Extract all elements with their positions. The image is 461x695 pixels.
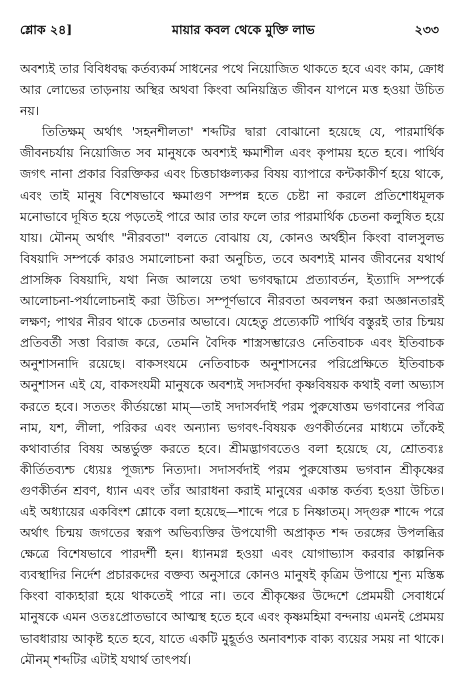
page-header [20, 22, 439, 42]
page-body [20, 58, 444, 670]
paragraph-titiksha: তিতিক্ষম্ অর্থাৎ 'সহনশীলতা' শব্দটির দ্বারা বোঝানো হয়েছে যে, পারমার্থিক জীবনচর্যায় নিয়োজিত সব মানুষকে অবশ্যই ক্ষমাশীল এবং কৃপাময় হতে হবে। পার্থিব জগৎ নানা প্রকার বিরক্তিকর এবং চিত্তচাঞ্চল্যকর বিষয় ব্যাপারে কন্টকাকীর্ণ হয়ে থাকে, এবং তাই মানুষ বিশেষভাবে ক্ষমাগুণ সম্পন্ন হতে চেষ্টা না করলে প্রতিশোধমূলক মনোভাবে দূষিত হয়ে পড়তেই পারে আর তার ফলে তার পারমার্থিক চেতনা কলুষিত হয়ে যায়। মৌনম্ অর্থাৎ "নীরবতা" বলতে বোঝায় যে, কোনও অর্থহীন কিংবা বালসুলভ বিষয়াদি সম্পর্কে কারও সমালোচনা করা অনুচিত, তবে অবশ্যই মানব জীবনের যথার্থ প্রাসঙ্গিক বিষয়াদি, যথা নিজ আলয়ে তথা ভগবদ্ধামে প্রত্যাবর্তন, ইত্যাদি সম্পর্কে আলোচনা-পর্যালোচনাই করা উচিত। সম্পূর্ণভাবে নীরবতা অবলম্বন করা অজ্ঞানতারই লক্ষণ; পাথর নীরব থাকে চেতনার অভাবে। যেহেতু প্রত্যেকটি পার্থিব বস্তুরই তার চিন্ময় প্রতিবর্তী সত্তা বিরাজ করে, তেমনি বৈদিক শাস্ত্রসম্ভারেও নেতিবাচক এবং ইতিবাচক অনুশাসনাদি রয়েছে। বাকসংযমে নেতিবাচক অনুশাসনের পরিপ্রেক্ষিতে ইতিবাচক অনুশাসন এই যে, বাকসংযমী মানুষকে অবশ্যই সদাসর্বদা কৃষ্ণবিষয়ক কথাই বলা অভ্যাস করতে হবে। সততং কীর্তয়ন্তো মাম্—তাই সদাসর্বদাই পরম পুরুষোত্তম ভগবানের পবিত্র নাম, যশ, লীলা, পরিকর এবং অন্যান্য ভগবৎ-বিষয়ক গুণকীর্তনের মাধ্যমে তাঁকেই কথাবার্তার বিষয় অন্তর্ভুক্ত করতে হবে। শ্রীমদ্ভাগবতেও বলা হয়েছে যে, শ্রোতব্যঃ কীর্তিতব্যশ্চ ধ্যেয়ঃ পূজ্যশ্চ নিত্যদা। সদাসর্বদাই পরম পুরুষোত্তম ভগবান শ্রীকৃষ্ণের গুণকীর্তন শ্রবণ, ধ্যান এবং তাঁর আরাধনা করাই মানুষের একান্ত কর্তব্য হওয়া উচিত। এই অধ্যায়ের একবিংশ শ্লোকে বলা হয়েছে—শাব্দে পরে চ নিষ্ণাতম্। সদ্গুরু শাব্দে পরে অর্থাৎ চিন্ময় জগতের স্বরূপ অভিব্যক্তির উপযোগী অপ্রাকৃত শব্দ তরঙ্গের উপলব্ধির ক্ষেত্রে বিশেষভাবে পারদর্শী হন। ধ্যানমগ্ন হওয়া এবং যোগাভ্যাস করবার কাল্পনিক ব্যবস্থাদির নির্দেশ প্রচারকদের বক্তব্য অনুসারে কোনও মানুষই কৃত্রিম উপায়ে শূন্য মস্তিষ্ক কিংবা বাক্যহারা হয়ে থাকতেই পারে না। তবে শ্রীকৃষ্ণের উদ্দেশে প্রেমময়ী সেবাধর্মে মানুষকে এমন ওতঃপ্রোতভাবে আত্মস্থ হতে হবে এবং কৃষ্ণমহিমা বন্দনায় এমনই প্রেমময় ভাবধারায় আকৃষ্ট হতে হবে, যাতে একটি মুহূর্তও অনাবশ্যক বাক্য ব্যয়ের সময় না থাকে। মৌনম্ শব্দটির এটাই যথার্থ তাৎপর্য। [20, 124, 444, 667]
verse-reference: শ্লোক ২৪] [20, 22, 73, 37]
paragraph-continued: অবশ্যই তার বিবিধবদ্ধ কর্তব্যকর্ম সাধনের পথে নিয়োজিত থাকতে হবে এবং কাম, ক্রোধ আর লোভের তাড়নায় অস্থির অথবা কিংবা অনিয়ন্ত্রিত জীবন যাপনে মত্ত হওয়া উচিত নয়। [20, 61, 444, 119]
chapter-title: মায়ার কবল থেকে মুক্তি লাভ [172, 22, 315, 37]
page-number: ২৩৩ [414, 22, 439, 37]
